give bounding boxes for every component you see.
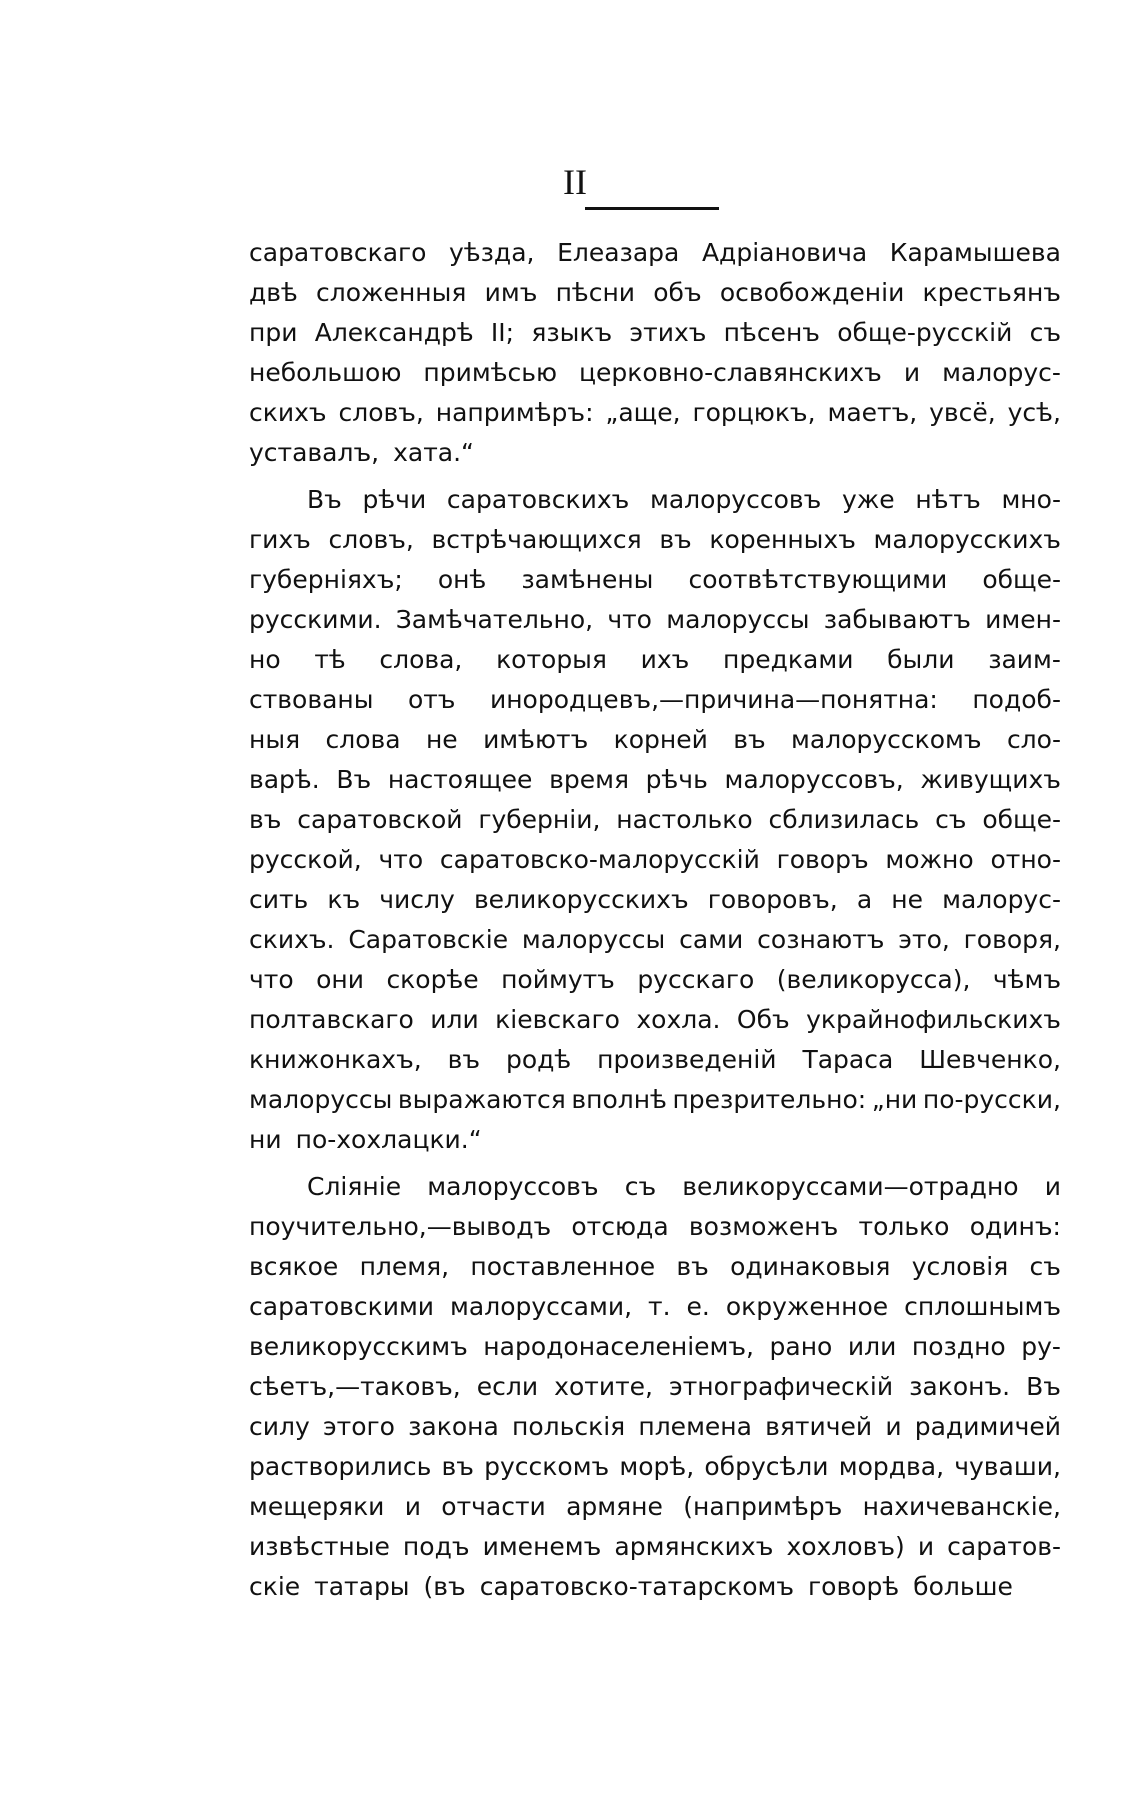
word: скіе bbox=[249, 1572, 301, 1601]
word: сѣетъ,—таковъ, bbox=[249, 1372, 461, 1401]
text-line bbox=[249, 480, 1061, 520]
word: въ bbox=[676, 1252, 709, 1281]
word: татары bbox=[314, 1572, 410, 1601]
word: силу bbox=[249, 1412, 310, 1441]
word: великоруссами—отрадно bbox=[682, 1172, 1019, 1201]
text-line bbox=[249, 1487, 1061, 1527]
word: въ bbox=[733, 725, 766, 754]
word: „аще, bbox=[605, 398, 681, 427]
text-line bbox=[249, 233, 1061, 273]
word: русской, bbox=[249, 845, 362, 874]
word: въ bbox=[659, 525, 692, 554]
word: вполнѣ bbox=[571, 1085, 667, 1114]
word: рѣчь bbox=[645, 765, 708, 794]
text-line bbox=[249, 433, 1061, 473]
word: числу bbox=[379, 885, 455, 914]
word: отно- bbox=[990, 845, 1061, 874]
word: настоящее bbox=[387, 765, 533, 794]
word: малоруссовъ, bbox=[724, 765, 904, 794]
word: сблизилась bbox=[768, 805, 920, 834]
text-line bbox=[249, 393, 1061, 433]
text-line bbox=[249, 720, 1061, 760]
word: съ bbox=[1029, 318, 1061, 347]
word: скихъ bbox=[249, 398, 327, 427]
word: нѣтъ bbox=[915, 485, 981, 514]
word: горцюкъ, bbox=[692, 398, 816, 427]
word: крестьянъ bbox=[922, 278, 1061, 307]
word: армяне bbox=[566, 1492, 663, 1521]
word: кіевскаго bbox=[495, 1005, 620, 1034]
word: малоруссами, bbox=[450, 1292, 633, 1321]
word: малоруссы bbox=[249, 1085, 393, 1114]
word: (великорусса), bbox=[776, 965, 971, 994]
word: корней bbox=[613, 725, 708, 754]
word: т. bbox=[648, 1292, 671, 1321]
word: съ bbox=[624, 1172, 657, 1201]
word: сло- bbox=[1006, 725, 1061, 754]
word: поучительно,—выводъ bbox=[249, 1212, 552, 1241]
word: онѣ bbox=[437, 565, 487, 594]
word: растворились bbox=[249, 1452, 432, 1481]
word: больше bbox=[913, 1572, 1013, 1601]
text-line bbox=[249, 840, 1061, 880]
word: и bbox=[903, 358, 921, 387]
word: Сліяніе bbox=[307, 1172, 402, 1201]
page-number: II bbox=[563, 162, 587, 202]
word: хохла. bbox=[636, 1005, 721, 1034]
word: слова, bbox=[379, 645, 463, 674]
text-line bbox=[249, 1207, 1061, 1247]
word: Замѣчательно, bbox=[395, 605, 594, 634]
word: поставленное bbox=[470, 1252, 656, 1281]
word: не bbox=[425, 725, 458, 754]
word: закона bbox=[408, 1412, 499, 1441]
word: и bbox=[404, 1492, 421, 1521]
word: усѣ, bbox=[1007, 398, 1061, 427]
word: или bbox=[847, 1332, 897, 1361]
word: одинъ: bbox=[969, 1212, 1061, 1241]
word: и bbox=[885, 1412, 902, 1441]
word: время bbox=[549, 765, 629, 794]
word: замѣнены bbox=[521, 565, 654, 594]
word: книжонкахъ, bbox=[249, 1045, 422, 1074]
word: обще-русскій bbox=[837, 318, 1013, 347]
text-line bbox=[249, 1327, 1061, 1367]
word: Въ bbox=[307, 485, 342, 514]
word: по-русски, bbox=[922, 1085, 1061, 1114]
text-line bbox=[249, 800, 1061, 840]
word: отчасти bbox=[441, 1492, 546, 1521]
word: уже bbox=[841, 485, 895, 514]
word: Въ bbox=[1026, 1372, 1061, 1401]
word: народонаселеніемъ, bbox=[483, 1332, 754, 1361]
word: отсюда bbox=[571, 1212, 669, 1241]
word: примѣсью bbox=[423, 358, 558, 387]
word: малоруссы bbox=[666, 605, 810, 634]
word: рано bbox=[769, 1332, 833, 1361]
word: подоб- bbox=[972, 685, 1061, 714]
word: отъ bbox=[407, 685, 456, 714]
text-line bbox=[249, 600, 1061, 640]
word: полтавскаго bbox=[249, 1005, 414, 1034]
word: имъ bbox=[484, 278, 538, 307]
word: ныя bbox=[249, 725, 301, 754]
word: Александрѣ bbox=[314, 318, 474, 347]
body-text bbox=[249, 233, 1061, 1607]
word: были bbox=[887, 645, 955, 674]
word: (въ bbox=[423, 1572, 466, 1601]
word: ни bbox=[249, 1125, 282, 1154]
word: имѣютъ bbox=[483, 725, 589, 754]
word: съ bbox=[1029, 1252, 1061, 1281]
word: Саратовскіе bbox=[348, 925, 509, 954]
word: этнографическій bbox=[669, 1372, 894, 1401]
word: губерніяхъ; bbox=[249, 565, 403, 594]
word: говоровъ, bbox=[707, 885, 838, 914]
word: малоруссовъ bbox=[649, 485, 822, 514]
word: произведеній bbox=[597, 1045, 777, 1074]
text-line bbox=[249, 1407, 1061, 1447]
word: ихъ bbox=[640, 645, 690, 674]
word: церковно-славянскихъ bbox=[579, 358, 882, 387]
paragraph-gap bbox=[249, 473, 1061, 480]
word: скихъ. bbox=[249, 925, 335, 954]
word: мордва, bbox=[838, 1452, 945, 1481]
word: настолько bbox=[616, 805, 753, 834]
word: извѣстные bbox=[249, 1532, 390, 1561]
word: малорусскомъ bbox=[791, 725, 982, 754]
word: инородцевъ,—причина—понятна: bbox=[489, 685, 938, 714]
word: заим- bbox=[988, 645, 1061, 674]
word: русскими. bbox=[249, 605, 382, 634]
word: что bbox=[249, 965, 294, 994]
word: ствованы bbox=[249, 685, 374, 714]
text-line bbox=[249, 273, 1061, 313]
word: они bbox=[316, 965, 364, 994]
word: родѣ bbox=[505, 1045, 572, 1074]
word: если bbox=[476, 1372, 539, 1401]
word: е. bbox=[686, 1292, 710, 1321]
word: предками bbox=[723, 645, 854, 674]
text-line bbox=[249, 560, 1061, 600]
word: при bbox=[249, 318, 298, 347]
word: чуваши, bbox=[954, 1452, 1061, 1481]
word: великорусскимъ bbox=[249, 1332, 468, 1361]
word: словъ, bbox=[338, 398, 424, 427]
word: уставалъ, bbox=[249, 438, 380, 467]
word: тѣ bbox=[314, 645, 346, 674]
text-line bbox=[249, 1247, 1061, 1287]
word: скорѣе bbox=[386, 965, 479, 994]
word: хохловъ) bbox=[786, 1532, 905, 1561]
word: увсё, bbox=[929, 398, 996, 427]
word: малоруссы bbox=[521, 925, 666, 954]
word: саратовско-малорусскій bbox=[439, 845, 760, 874]
word: сознаютъ bbox=[757, 925, 885, 954]
word: забываютъ bbox=[823, 605, 971, 634]
word: напримѣръ: bbox=[435, 398, 594, 427]
word: малорус- bbox=[942, 885, 1061, 914]
word: мно- bbox=[1001, 485, 1061, 514]
word: обрусѣли bbox=[704, 1452, 829, 1481]
word: подъ bbox=[402, 1532, 470, 1561]
word: варѣ. bbox=[249, 765, 320, 794]
word: что bbox=[607, 605, 652, 634]
word: объ bbox=[653, 278, 702, 307]
word: радимичей bbox=[914, 1412, 1061, 1441]
word: (напримѣръ bbox=[683, 1492, 843, 1521]
word: но bbox=[249, 645, 281, 674]
word: саратовскихъ bbox=[446, 485, 630, 514]
text-line bbox=[249, 920, 1061, 960]
word: маетъ, bbox=[827, 398, 918, 427]
text-line bbox=[249, 1567, 1061, 1607]
word: всякое bbox=[249, 1252, 339, 1281]
word: и bbox=[917, 1532, 935, 1561]
word: живущихъ bbox=[920, 765, 1061, 794]
text-line bbox=[249, 1527, 1061, 1567]
word: II; bbox=[490, 318, 515, 347]
text-line bbox=[249, 960, 1061, 1000]
text-line bbox=[249, 1367, 1061, 1407]
word: Адріановича bbox=[701, 238, 868, 267]
word: хата.“ bbox=[393, 438, 474, 467]
text-line bbox=[249, 880, 1061, 920]
word: говоръ bbox=[776, 845, 869, 874]
word: обще- bbox=[982, 805, 1061, 834]
word: польскія bbox=[512, 1412, 626, 1441]
word: которыя bbox=[496, 645, 607, 674]
text-line bbox=[249, 353, 1061, 393]
word: саратовскими bbox=[249, 1292, 435, 1321]
word: Шевченко, bbox=[919, 1045, 1061, 1074]
word: поздно bbox=[911, 1332, 1006, 1361]
word: малоруссовъ bbox=[427, 1172, 599, 1201]
text-line bbox=[249, 1040, 1061, 1080]
word: можно bbox=[885, 845, 974, 874]
header-rule bbox=[585, 207, 719, 210]
word: въ bbox=[441, 1452, 474, 1481]
word: вятичей bbox=[765, 1412, 873, 1441]
word: презрительно: bbox=[672, 1085, 867, 1114]
text-line bbox=[249, 1120, 1061, 1160]
word: или bbox=[430, 1005, 479, 1034]
paragraph-gap bbox=[249, 1160, 1061, 1167]
word: что bbox=[378, 845, 424, 874]
word: Объ bbox=[736, 1005, 790, 1034]
word: рѣчи bbox=[362, 485, 427, 514]
word: Елеазара bbox=[557, 238, 680, 267]
word: этого bbox=[322, 1412, 395, 1441]
text-line bbox=[249, 313, 1061, 353]
word: освобожденіи bbox=[719, 278, 905, 307]
text-line bbox=[249, 1167, 1061, 1207]
word: говорѣ bbox=[808, 1572, 900, 1601]
word: пѣсенъ bbox=[723, 318, 820, 347]
word: сить bbox=[249, 885, 309, 914]
word: и bbox=[1044, 1172, 1061, 1201]
word: хотите, bbox=[554, 1372, 653, 1401]
word: армянскихъ bbox=[614, 1532, 774, 1561]
word: сами bbox=[679, 925, 744, 954]
word: словъ, bbox=[328, 525, 414, 554]
word: Карамышева bbox=[889, 238, 1061, 267]
word: этихъ bbox=[629, 318, 707, 347]
word: сложенныя bbox=[316, 278, 467, 307]
word: саратовскаго bbox=[249, 238, 427, 267]
word: „ни bbox=[871, 1085, 918, 1114]
text-line bbox=[249, 520, 1061, 560]
word: по-хохлацки.“ bbox=[295, 1125, 482, 1154]
word: съ bbox=[935, 805, 967, 834]
word: гихъ bbox=[249, 525, 311, 554]
word: условія bbox=[911, 1252, 1009, 1281]
text-line bbox=[249, 1080, 1061, 1120]
word: саратовской bbox=[297, 805, 463, 834]
word: губерніи, bbox=[478, 805, 601, 834]
word: имен- bbox=[985, 605, 1061, 634]
word: законъ. bbox=[909, 1372, 1011, 1401]
word: чѣмъ bbox=[992, 965, 1061, 994]
word: возможенъ bbox=[688, 1212, 839, 1241]
text-line bbox=[249, 760, 1061, 800]
word: ру- bbox=[1021, 1332, 1061, 1361]
word: соотвѣтствующими bbox=[688, 565, 948, 594]
word: саратов- bbox=[947, 1532, 1061, 1561]
word: выражаются bbox=[397, 1085, 566, 1114]
word: украйнофильскихъ bbox=[806, 1005, 1061, 1034]
word: коренныхъ bbox=[709, 525, 856, 554]
word: одинаковыя bbox=[730, 1252, 891, 1281]
text-line bbox=[249, 680, 1061, 720]
word: не bbox=[891, 885, 923, 914]
word: русскомъ bbox=[484, 1452, 610, 1481]
word: въ bbox=[447, 1045, 481, 1074]
word: въ bbox=[249, 805, 282, 834]
word: саратовско-татарскомъ bbox=[479, 1572, 795, 1601]
word: встрѣчающихся bbox=[431, 525, 642, 554]
word: говоря, bbox=[963, 925, 1061, 954]
word: сплошнымъ bbox=[904, 1292, 1061, 1321]
text-line bbox=[249, 1287, 1061, 1327]
word: Тараса bbox=[802, 1045, 894, 1074]
word: малорус- bbox=[942, 358, 1061, 387]
word: малорусскихъ bbox=[873, 525, 1061, 554]
word: небольшою bbox=[249, 358, 402, 387]
word: только bbox=[858, 1212, 950, 1241]
word: уѣзда, bbox=[449, 238, 535, 267]
word: языкъ bbox=[531, 318, 613, 347]
word: именемъ bbox=[482, 1532, 602, 1561]
word: двѣ bbox=[249, 278, 298, 307]
word: мещеряки bbox=[249, 1492, 385, 1521]
word: русскаго bbox=[637, 965, 755, 994]
text-line bbox=[249, 1447, 1061, 1487]
word: великорусскихъ bbox=[473, 885, 689, 914]
word: Въ bbox=[336, 765, 372, 794]
text-line bbox=[249, 1000, 1061, 1040]
word: къ bbox=[327, 885, 361, 914]
word: морѣ, bbox=[619, 1452, 695, 1481]
word: окруженное bbox=[725, 1292, 889, 1321]
word: обще- bbox=[982, 565, 1061, 594]
word: поймутъ bbox=[501, 965, 615, 994]
word: пѣсни bbox=[555, 278, 636, 307]
word: племена bbox=[638, 1412, 752, 1441]
text-line bbox=[249, 640, 1061, 680]
word: нахичеванскіе, bbox=[862, 1492, 1061, 1521]
word: слова bbox=[325, 725, 401, 754]
word: это, bbox=[898, 925, 950, 954]
word: а bbox=[856, 885, 873, 914]
word: племя, bbox=[359, 1252, 450, 1281]
